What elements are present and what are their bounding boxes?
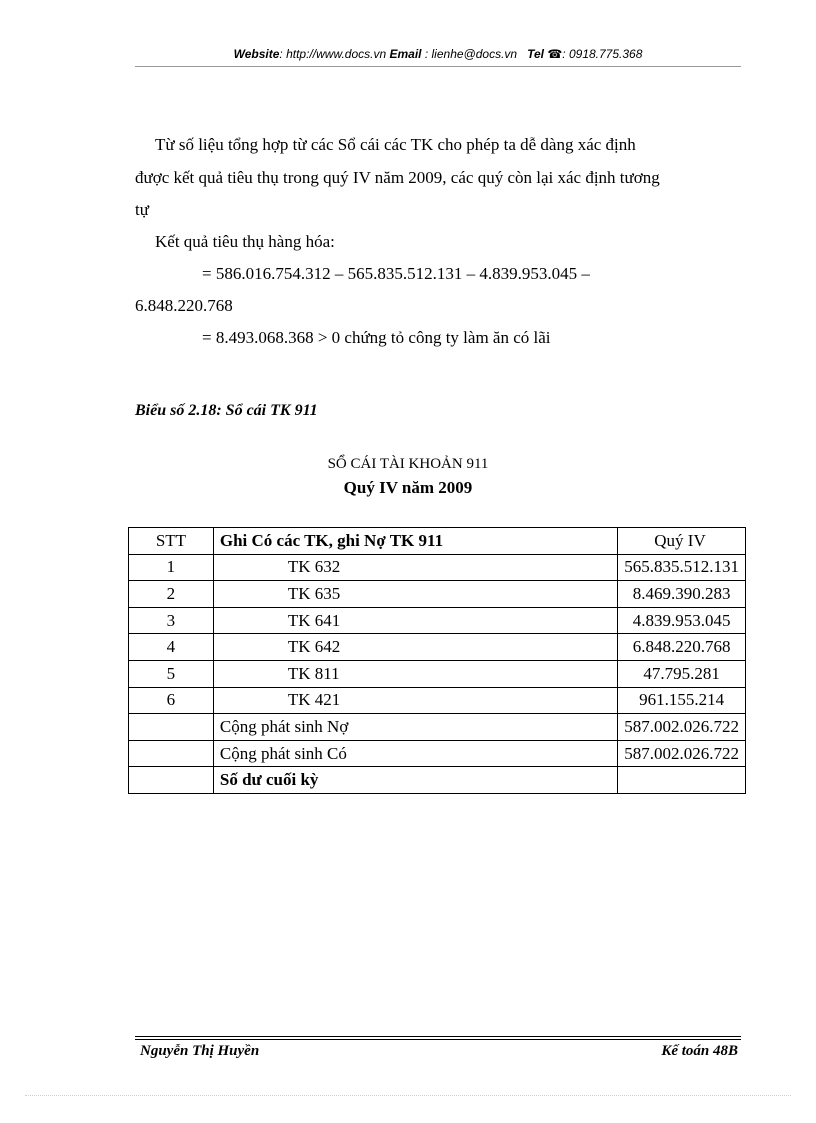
ledger-subtitle: Quý IV năm 2009 — [343, 478, 473, 497]
row-stt: 6 — [129, 687, 214, 714]
row-account: TK 632 — [213, 554, 617, 581]
total-debit-row — [129, 714, 746, 741]
footer-class: Kế toán 48B — [661, 1043, 738, 1059]
footer-author: Nguyễn Thị Huyền — [140, 1043, 260, 1059]
table-row — [129, 554, 746, 581]
tel-label: Tel — [527, 47, 544, 61]
table-header-row — [129, 528, 746, 555]
page-header — [135, 47, 741, 61]
phone-icon: ☎ — [547, 47, 563, 61]
total-credit-row — [129, 740, 746, 767]
row-account: TK 642 — [213, 634, 617, 661]
formula-line1: = 586.016.754.312 – 565.835.512.131 – 4.839.953.045 – — [202, 264, 590, 283]
table-row — [129, 634, 746, 661]
total-credit-label: Cộng phát sinh Có — [213, 740, 617, 767]
total-debit-value: 587.002.026.722 — [618, 714, 746, 741]
table-row — [129, 687, 746, 714]
website-label: Website — [233, 47, 280, 61]
formula-line2: 6.848.220.768 — [135, 296, 233, 315]
column-header-account: Ghi Có các TK, ghi Nợ TK 911 — [213, 528, 617, 555]
row-account: TK 421 — [213, 687, 617, 714]
row-value: 8.469.390.283 — [618, 581, 746, 608]
row-account: TK 635 — [213, 581, 617, 608]
row-stt: 5 — [129, 660, 214, 687]
page-bottom-edge — [25, 1095, 791, 1096]
para1-line3: tự — [135, 200, 149, 219]
row-account: TK 811 — [213, 660, 617, 687]
total-credit-value: 587.002.026.722 — [618, 740, 746, 767]
header-divider — [135, 66, 741, 67]
para1-line1: Từ số liệu tổng hợp từ các Sổ cái các TK cho phép ta dễ dàng xác định — [155, 135, 636, 154]
row-stt: 4 — [129, 634, 214, 661]
row-value: 565.835.512.131 — [618, 554, 746, 581]
total-debit-label: Cộng phát sinh Nợ — [213, 714, 617, 741]
footer-divider-secondary — [135, 1039, 741, 1040]
table-caption: Biểu số 2.18: Sổ cái TK 911 — [135, 402, 318, 419]
row-value: 47.795.281 — [618, 660, 746, 687]
para1-line2: được kết quả tiêu thụ trong quý IV năm 2009, các quý còn lại xác định tương — [135, 168, 660, 187]
tel-value: : 0918.775.368 — [562, 47, 643, 61]
table-row — [129, 607, 746, 634]
footer-divider — [135, 1036, 741, 1037]
ledger-title: SỔ CÁI TÀI KHOẢN 911 — [327, 456, 489, 472]
row-stt: 2 — [129, 581, 214, 608]
column-header-quarter: Quý IV — [618, 528, 746, 555]
column-header-stt: STT — [129, 528, 214, 555]
email-label: Email — [389, 47, 422, 61]
row-stt: 3 — [129, 607, 214, 634]
row-value: 6.848.220.768 — [618, 634, 746, 661]
row-value: 4.839.953.045 — [618, 607, 746, 634]
row-value: 961.155.214 — [618, 687, 746, 714]
ledger-table — [128, 527, 746, 794]
ending-balance-row — [129, 767, 746, 794]
ending-balance-value — [618, 767, 746, 794]
ending-balance-label: Số dư cuối kỳ — [213, 767, 617, 794]
email-value: : lienhe@docs.vn — [424, 47, 518, 61]
result-label: Kết quả tiêu thụ hàng hóa: — [155, 232, 335, 251]
row-stt: 1 — [129, 554, 214, 581]
table-row — [129, 660, 746, 687]
row-account: TK 641 — [213, 607, 617, 634]
result-line: = 8.493.068.368 > 0 chứng tỏ công ty làm ăn có lãi — [202, 328, 551, 347]
table-row — [129, 581, 746, 608]
website-value: : http://www.docs.vn — [279, 47, 387, 61]
